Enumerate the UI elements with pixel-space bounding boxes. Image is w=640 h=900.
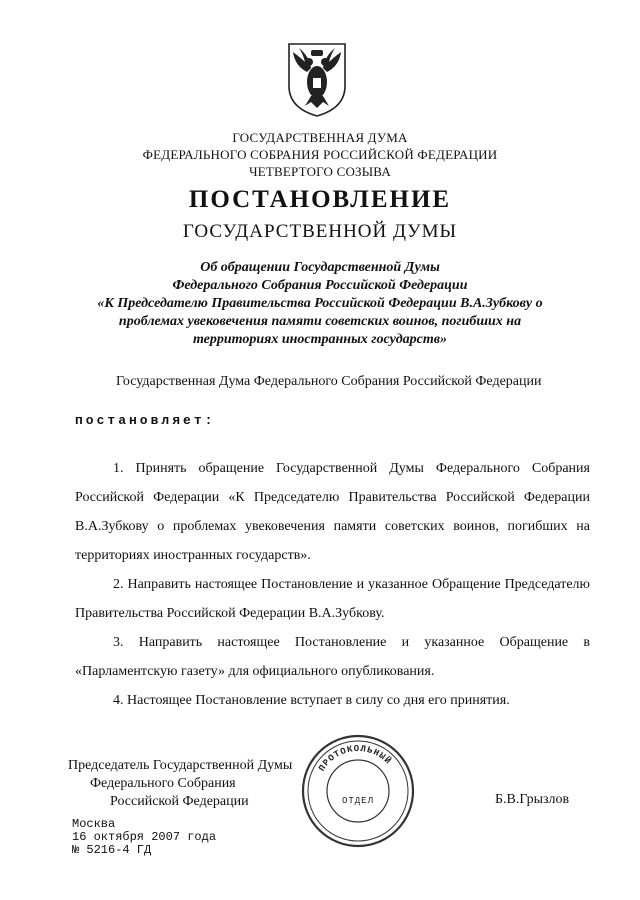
subject-line: территориях иностранных государств» xyxy=(192,332,448,347)
subject-line: Федерального Собрания Российской Федерации xyxy=(172,278,468,293)
state-emblem-icon xyxy=(275,38,359,118)
resolution-text: 2. Направить настоящее Постановление и указанное Обращение Председателю Правительства Российской Федерации В.А.Зубкову. xyxy=(75,577,590,621)
header-line-3: ЧЕТВЕРТОГО СОЗЫВА xyxy=(249,164,391,179)
header-line-2: ФЕДЕРАЛЬНОГО СОБРАНИЯ РОССИЙСКОЙ ФЕДЕРАЦИИ xyxy=(142,147,498,162)
issue-number: № 5216-4 ГД xyxy=(72,843,152,857)
position-line: Федерального Собрания xyxy=(90,776,236,791)
signatory-name: Б.В.Грызлов xyxy=(495,792,570,807)
resolution-item-4 xyxy=(75,686,590,715)
header-line-1: ГОСУДАРСТВЕННАЯ ДУМА xyxy=(232,130,408,145)
resolution-item-1 xyxy=(75,454,590,570)
document-subtitle: ГОСУДАРСТВЕННОЙ ДУМЫ xyxy=(182,221,458,242)
subject-line: проблемах увековечения памяти советских воинов, погибших на xyxy=(118,314,522,329)
issue-date: 16 октября 2007 года xyxy=(72,830,217,844)
resolution-item-3 xyxy=(75,628,590,686)
resolution-text: 1. Принять обращение Государственной Думы Федерального Собрания Российской Федерации «К Председателю Правительства Российской Федерации В.А.Зубкову о проблемах увековечения памяти советских воинов, погибших на территориях иностранных государств». xyxy=(75,461,590,563)
official-stamp xyxy=(300,733,416,849)
svg-text:ПРОТОКОЛЬНЫЙ xyxy=(317,744,394,773)
resolution-text: 3. Направить настоящее Постановление и указанное Обращение в «Парламентскую газету» для официального опубликования. xyxy=(75,635,590,679)
intro-text: Государственная Дума Федерального Собрания Российской Федерации xyxy=(116,374,542,389)
document-title: ПОСТАНОВЛЕНИЕ xyxy=(188,186,452,213)
subject-line: «К Председателю Правительства Российской Федерации В.А.Зубкову о xyxy=(97,296,543,311)
position-line: Председатель Государственной Думы xyxy=(68,758,293,773)
signatory-position xyxy=(68,757,292,811)
decree-word: постановляет: xyxy=(75,413,216,428)
stamp-ring-text: ПРОТОКОЛЬНЫЙ xyxy=(316,743,394,774)
issue-city: Москва xyxy=(72,817,116,831)
position-line: Российской Федерации xyxy=(110,794,249,809)
subject-line: Об обращении Государственной Думы xyxy=(200,260,440,275)
resolution-text: 4. Настоящее Постановление вступает в силу со дня его принятия. xyxy=(113,693,510,708)
subject-block xyxy=(60,259,580,349)
stamp-center-text: ОТДЕЛ xyxy=(341,796,375,806)
resolution-item-2 xyxy=(75,570,590,628)
issue-details xyxy=(72,818,216,857)
